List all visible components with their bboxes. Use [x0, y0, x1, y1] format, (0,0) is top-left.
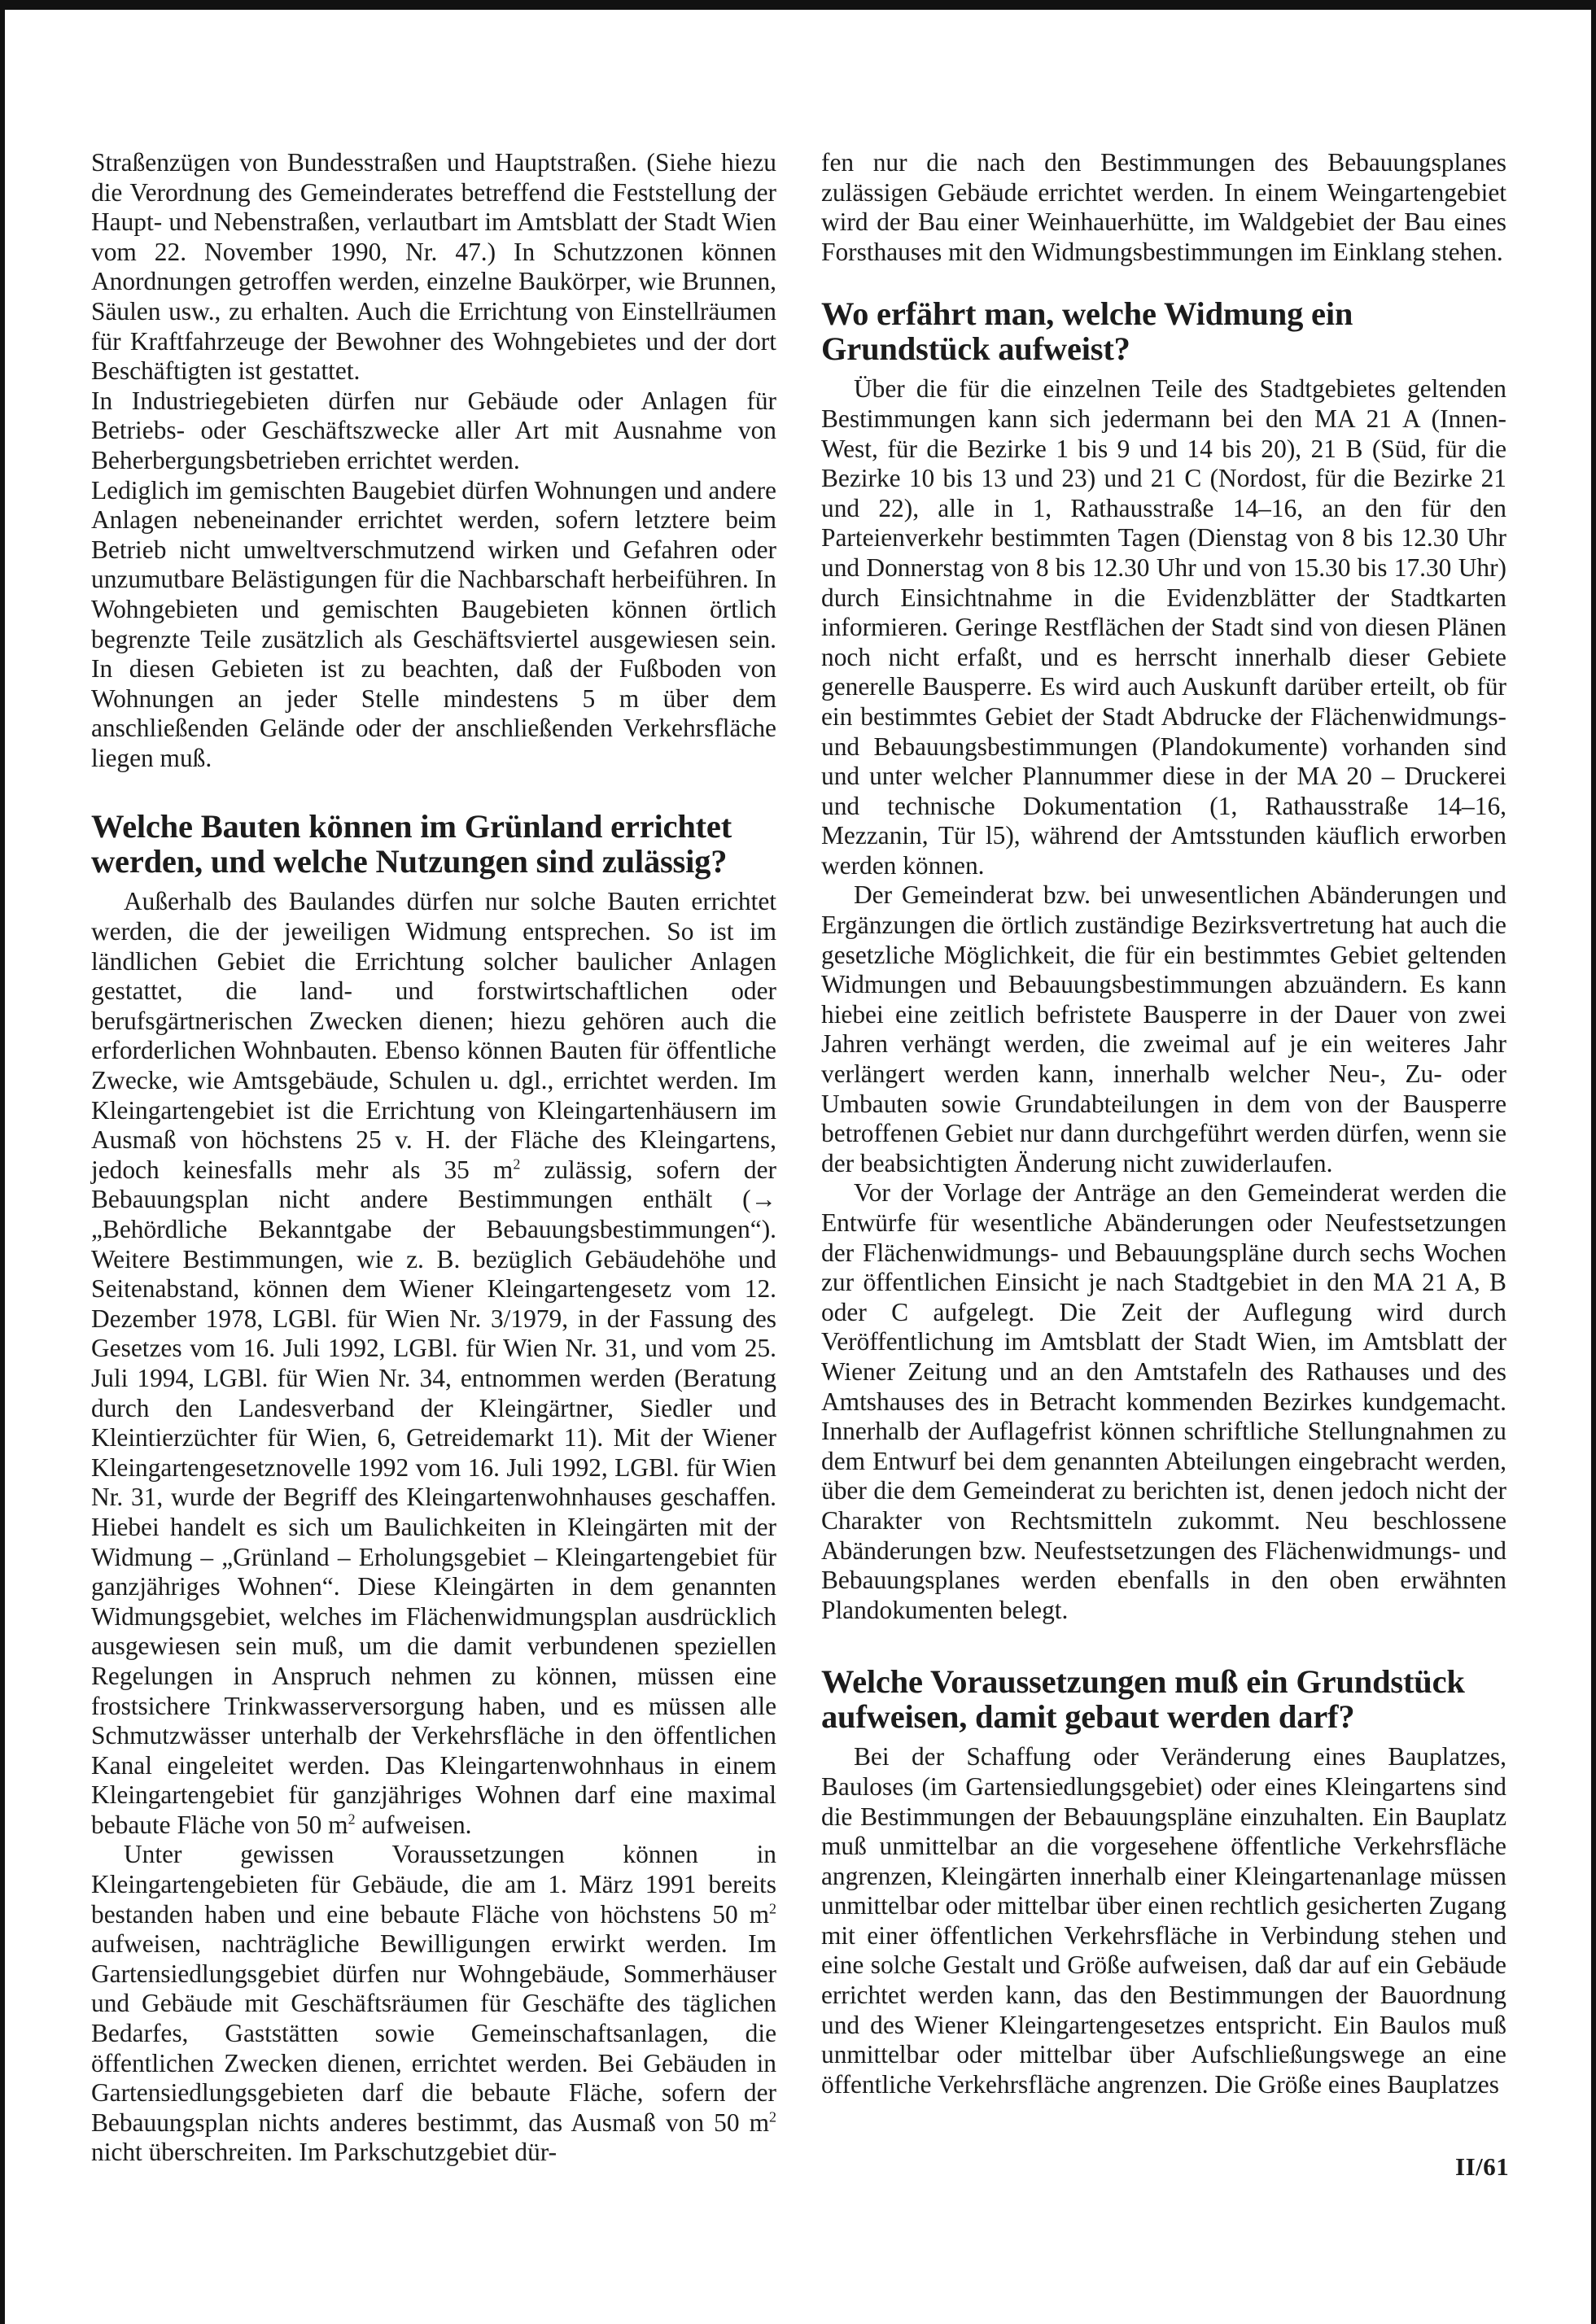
section-heading-gruenland: Welche Bauten können im Grünland errichtet werden, und welche Nutzungen sind zulässig?: [91, 808, 732, 880]
superscript: 2: [769, 1900, 776, 1917]
superscript: 2: [348, 1811, 356, 1828]
paragraph: Lediglich im gemischten Baugebiet dürfen Wohnungen und andere Anlagen nebeneinander errichtet werden, sofern letztere beim Betrieb nicht umweltverschmutzend wirken und Gefahren oder unzumutbare Belästigungen für die Nachbarschaft herbeiführen. In Wohngebieten und gemischten Baugebieten können örtlich begrenzte Teile zusätzlich als Geschäftsviertel ausgewiesen sein. In diesen Gebieten ist zu beachten, daß der Fußboden von Wohnungen an jeder Stelle mindestens 5 m über dem anschließenden Gelände oder der anschließenden Verkehrsfläche liegen muß.: [91, 475, 776, 772]
scan-border-top: [0, 0, 1596, 10]
section-heading-widmung: Wo erfährt man, welche Widmung ein Grundstück aufweist?: [821, 295, 1353, 368]
paragraph: Straßenzügen von Bundesstraßen und Hauptstraßen. (Siehe hiezu die Verordnung des Gemeinderates betreffend die Feststellung der Haupt- und Nebenstraßen, verlautbart im Amtsblatt der Stadt Wien vom 22. November 1990, Nr. 47.) In Schutzzonen können Anordnungen getroffen werden, einzelne Baukörper, wie Brunnen, Säulen usw., zu erhalten. Auch die Errichtung von Einstellräumen für Kraftfahrzeuge der Bewohner des Wohngebietes und der dort Beschäftigten ist gestattet.: [91, 148, 776, 386]
right-column: [821, 148, 1506, 2099]
text-run: Unter gewissen Voraussetzungen können in Kleingartengebieten für Gebäude, die am 1. März 1991 bereits bestanden haben und eine bebaute Fläche von höchstens 50 m: [91, 1840, 776, 1929]
paragraph: Über die für die einzelnen Teile des Stadtgebietes geltenden Bestimmungen kann sich jedermann bei den MA 21 A (Innen-West, für die Bezirke 1 bis 9 und 14 bis 20), 21 B (Süd, für die Bezirke 10 bis 13 und 23) und 21 C (Nordost, für die Bezirke 21 und 22), alle in 1, Rathausstraße 14–16, an den für den Parteienverkehr bestimmten Tagen (Dienstag von 8 bis 12.30 Uhr und Donnerstag von 8 bis 12.30 Uhr und von 15.30 bis 17.30 Uhr) durch Einsichtnahme in die Evidenzblätter der Stadtkarten informieren. Geringe Restflächen der Stadt sind von diesen Plänen noch nicht erfaßt, und es herrscht innerhalb dieser Gebiete generelle Bausperre. Es wird auch Auskunft darüber erteilt, ob für ein bestimmtes Gebiet der Stadt Abdrucke der Flächenwidmungs- und Bebauungsbestimmungen (Plandokumente) vorhanden sind und unter welcher Plannummer diese in der MA 20 – Druckerei und technische Dokumentation (1, Rathausstraße 14–16, Mezzanin, Tür l5), während der Amtsstunden käuflich erworben werden können.: [821, 374, 1506, 880]
text-run: nicht überschreiten. Im Parkschutzgebiet dür-: [91, 2138, 558, 2167]
paragraph-gruenland: [91, 887, 776, 1840]
section-heading-voraussetzungen: Welche Voraussetzungen muß ein Grundstück aufweisen, damit gebaut werden darf?: [821, 1663, 1465, 1736]
text-run: aufweisen.: [355, 1810, 472, 1839]
paragraph: Bei der Schaffung oder Veränderung eines Bauplatzes, Bauloses (im Gartensiedlungsgebiet) oder eines Kleingartens sind die Bestimmungen der Bebauungspläne einzuhalten. Ein Bauplatz muß unmittelbar an die vorgesehene öffentliche Verkehrsfläche angrenzen, Kleingärten innerhalb einer Kleingartenanlage müssen unmittelbar oder mittelbar über einen rechtlich gesicherten Zugang mit einer öffentlichen Verkehrsfläche in Verbindung stehen und eine solche Gestalt und Größe aufweisen, daß dar auf ein Gebäude errichtet werden kann, das den Bestimmungen der Bauordnung und des Wiener Kleingartengesetzes entspricht. Ein Baulos muß unmittelbar oder mittelbar über Aufschließungswege an eine öffentliche Verkehrsfläche angrenzen. Die Größe eines Bauplatzes: [821, 1742, 1506, 2099]
paragraph: fen nur die nach den Bestimmungen des Bebauungsplanes zulässigen Gebäude errichtet werden. In einem Weingartengebiet wird der Bau einer Weinhauerhütte, im Waldgebiet der Bau eines Forsthauses mit den Widmungsbestimmungen im Einklang stehen.: [821, 148, 1506, 266]
paragraph: In Industriegebieten dürfen nur Gebäude oder Anlagen für Betriebs- oder Geschäftszwecke aller Art mit Ausnahme von Beherbergungsbetrieben errichtet werden.: [91, 386, 776, 474]
superscript: 2: [513, 1155, 521, 1173]
text-run: aufweisen, nachträgliche Bewilligungen erwirkt werden. Im Gartensiedlungsgebiet dürfen nur Wohngebäude, Sommerhäuser und Gebäude mit Geschäftsräumen für Geschäfte des täglichen Bedarfes, Gaststätten sowie Gemeinschaftsanlagen, die öffentlichen Zwecken dienen, errichtet werden. Bei Gebäuden in Gartensiedlungsgebieten darf die bebaute Fläche, sofern der Bebauungsplan nichts anderes bestimmt, das Ausmaß von 50 m: [91, 1929, 776, 2137]
page-number: II/61: [1455, 2152, 1510, 2181]
paragraph-gartensiedlung: [91, 1840, 776, 2168]
paragraph: Vor der Vorlage der Anträge an den Gemeinderat werden die Entwürfe für wesentliche Abänderungen oder Neufestsetzungen der Flächenwidmungs- und Bebauungspläne durch sechs Wochen zur öffentlichen Einsicht je nach Stadtgebiet in den MA 21 A, B oder C aufgelegt. Die Zeit der Auflegung wird durch Veröffentlichung im Amtsblatt der Stadt Wien, im Amtsblatt der Wiener Zeitung und an den Amtstafeln des Rathauses und des Amtshauses des in Betracht kommenden Bezirkes kundgemacht. Innerhalb der Auflagefrist können schriftliche Stellungnahmen zu dem Entwurf bei dem genannten Abteilungen eingebracht werden, über die dem Gemeinderat zu berichten ist, denen jedoch nicht der Charakter von Rechtsmitteln zukommt. Neu beschlossene Abänderungen bzw. Neufestsetzungen des Flächenwidmungs- und Bebauungsplanes werden ebenfalls in den oben erwähnten Plandokumenten belegt.: [821, 1178, 1506, 1624]
left-column: [91, 148, 776, 2168]
text-run: Außerhalb des Baulandes dürfen nur solche Bauten errichtet werden, die der jeweiligen Widmung entsprechen. So ist im ländlichen Gebiet die Errichtung solcher baulicher Anlagen gestattet, die land- und forstwirtschaftlichen oder berufsgärtnerischen Zwecken dienen; hiezu gehören auch die erforderlichen Wohnbauten. Ebenso können Bauten für öffentliche Zwecke, wie Amtsgebäude, Schulen u. dgl., errichtet werden. Im Kleingartengebiet ist die Errichtung von Kleingartenhäusern im Ausmaß von höchstens 25 v. H. der Fläche des Kleingartens, jedoch keinesfalls mehr als 35 m: [91, 887, 776, 1184]
paragraph: Der Gemeinderat bzw. bei unwesentlichen Abänderungen und Ergänzungen die örtlich zuständige Bezirksvertretung hat auch die gesetzliche Möglichkeit, die für ein bestimmtes Gebiet geltenden Widmungen und Bebauungsbestimmungen abzuändern. Es kann hiebei eine zeitlich befristete Bausperre in der Dauer von zwei Jahren verhängt werden, die zweimal auf je ein weiteres Jahr verlängert werden kann, innerhalb welcher Neu-, Zu- oder Umbauten sowie Grundabteilungen in dem von der Bausperre betroffenen Gebiet nur dann durchgeführt werden dürfen, wenn sie der beabsichtigten Änderung nicht zuwiderlaufen.: [821, 880, 1506, 1177]
scan-border-right: [1591, 0, 1596, 2324]
scan-border-left: [0, 0, 5, 2324]
text-run: zulässig, sofern der Bebauungsplan nicht andere Bestimmungen enthält (→ „Behördliche Bekanntgabe der Bebauungsbestimmungen“). Weitere Bestimmungen, wie z. B. bezüglich Gebäudehöhe und Seitenabstand, können dem Wiener Kleingartengesetz vom 12. Dezember 1978, LGBl. für Wien Nr. 3/1979, in der Fassung des Gesetzes vom 16. Juli 1992, LGBl. für Wien Nr. 31, und vom 25. Juli 1994, LGBl. für Wien Nr. 34, entnommen werden (Beratung durch den Landesverband der Kleingärtner, Siedler und Kleintierzüchter für Wien, 6, Getreidemarkt 11). Mit der Wiener Kleingartengesetznovelle 1992 vom 16. Juli 1992, LGBl. für Wien Nr. 31, wurde der Begriff des Kleingartenwohnhauses geschaffen. Hiebei handelt es sich um Baulichkeiten in Kleingärten mit der Widmung – „Grünland – Erholungsgebiet – Kleingartengebiet für ganzjähriges Wohnen“. Diese Kleingärten in dem genannten Widmungsgebiet, welches im Flächenwidmungsplan ausdrücklich ausgewiesen sein muß, um die damit verbundenen speziellen Regelungen in Anspruch nehmen zu können, müssen eine frostsichere Trinkwasserversorgung haben, und es müssen alle Schmutzwässer unterhalb der Verkehrsfläche in den öffentlichen Kanal eingeleitet werden. Das Kleingartenwohnhaus in einem Kleingartengebiet für ganzjähriges Wohnen darf eine maximal bebaute Fläche von 50 m: [91, 1155, 776, 1839]
superscript: 2: [769, 2108, 776, 2125]
